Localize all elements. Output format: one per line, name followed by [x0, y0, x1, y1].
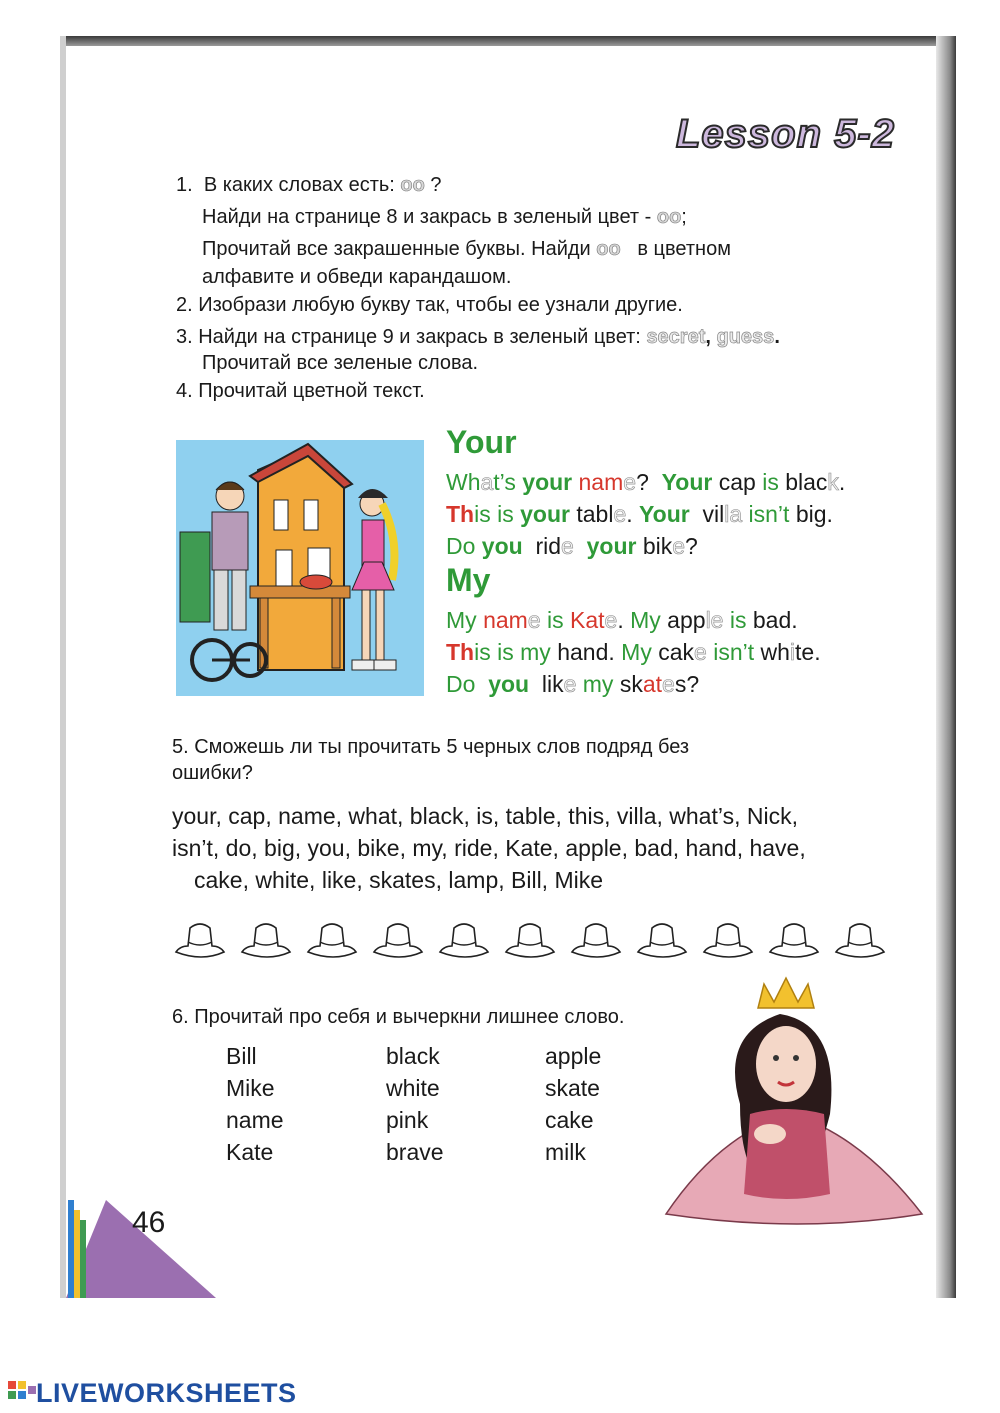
- instruction-1b: Найди на странице 8 и закрась в зеленый цвет - oo;: [202, 206, 687, 228]
- scan-edge-top: [60, 36, 955, 46]
- illustration-svg: [176, 440, 424, 696]
- instruction-4: 4. Прочитай цветной текст.: [176, 380, 425, 402]
- task5-line-2: ошибки?: [172, 762, 253, 784]
- footer-brand-label: LIVEWORKSHEETS: [36, 1378, 297, 1408]
- hat-icon: [704, 924, 752, 957]
- word-item: white: [386, 1075, 440, 1101]
- task5-words-1: your, cap, name, what, black, is, table, this, villa, what’s, Nick,: [172, 803, 798, 829]
- hat-icon: [572, 924, 620, 957]
- reading-your-line-2: This is your table. Your villa isn’t big.: [446, 501, 833, 527]
- hat-icon: [506, 924, 554, 957]
- task5-line-1: 5. Сможешь ли ты прочитать 5 черных слов подряд без: [172, 736, 690, 758]
- word-item: brave: [386, 1139, 444, 1165]
- footer-brand[interactable]: [8, 1378, 297, 1409]
- instruction-1: 1. В каких словах есть: oo ?: [176, 174, 442, 196]
- reading-your-line-1: What’s your name? Your cap is black.: [446, 469, 846, 495]
- task6-column-2: [386, 1040, 444, 1168]
- word-item: apple: [545, 1043, 602, 1069]
- reading-my-line-2: This is my hand. My cake isn’t white.: [446, 639, 821, 665]
- reading-your-line-3: Do you ride your bike?: [446, 533, 698, 559]
- task6-column-3: [545, 1040, 601, 1168]
- lesson-title: Lesson 5-2: [676, 112, 895, 156]
- word-item: black: [386, 1043, 440, 1069]
- instruction-3b: Прочитай все зеленые слова.: [202, 352, 479, 374]
- word-item: pink: [386, 1107, 429, 1133]
- word-item: name: [226, 1107, 284, 1133]
- word-item: Bill: [226, 1043, 257, 1069]
- instruction-1d: алфавите и обведи карандашом.: [202, 266, 512, 288]
- word-item: Kate: [226, 1139, 274, 1165]
- hats-row: [172, 918, 902, 968]
- hat-icon: [374, 924, 422, 957]
- hat-icon: [836, 924, 884, 957]
- hat-icon: [440, 924, 488, 957]
- hat-icon: [770, 924, 818, 957]
- hat-icon: [176, 924, 224, 957]
- hat-icon: [308, 924, 356, 957]
- reading-header-your: Your: [446, 424, 517, 460]
- task6-title: 6. Прочитай про себя и вычеркни лишнее слово.: [172, 1006, 625, 1028]
- reading-my-line-1: My name is Kate. My apple is bad.: [446, 607, 798, 633]
- instruction-1c: Прочитай все закрашенные буквы. Найди oo в цветном: [202, 238, 731, 260]
- hat-icon: [638, 924, 686, 957]
- word-item: skate: [545, 1075, 600, 1101]
- page-number: 46: [132, 1206, 166, 1239]
- children-dollhouse-illustration: [176, 440, 424, 696]
- task5-words-2: isn’t, do, big, you, bike, my, ride, Kate, apple, bad, hand, have,: [172, 835, 806, 861]
- instruction-3: 3. Найди на странице 9 и закрась в зеленый цвет: secret, guess.: [176, 326, 780, 348]
- hat-icon: [242, 924, 290, 957]
- word-item: Mike: [226, 1075, 275, 1101]
- word-item: cake: [545, 1107, 594, 1133]
- scan-edge-right: [936, 36, 956, 1298]
- task5-words-3: cake, white, like, skates, lamp, Bill, Mike: [194, 867, 604, 893]
- reading-my-line-3: Do you like my skates?: [446, 671, 700, 697]
- task6-column-1: [226, 1040, 284, 1168]
- instruction-2: 2. Изобрази любую букву так, чтобы ее узнали другие.: [176, 294, 683, 316]
- liveworksheets-logo-icon: [8, 1381, 36, 1405]
- reading-header-my: My: [446, 562, 491, 598]
- queen-doll-illustration: [660, 964, 930, 1234]
- word-item: milk: [545, 1139, 586, 1165]
